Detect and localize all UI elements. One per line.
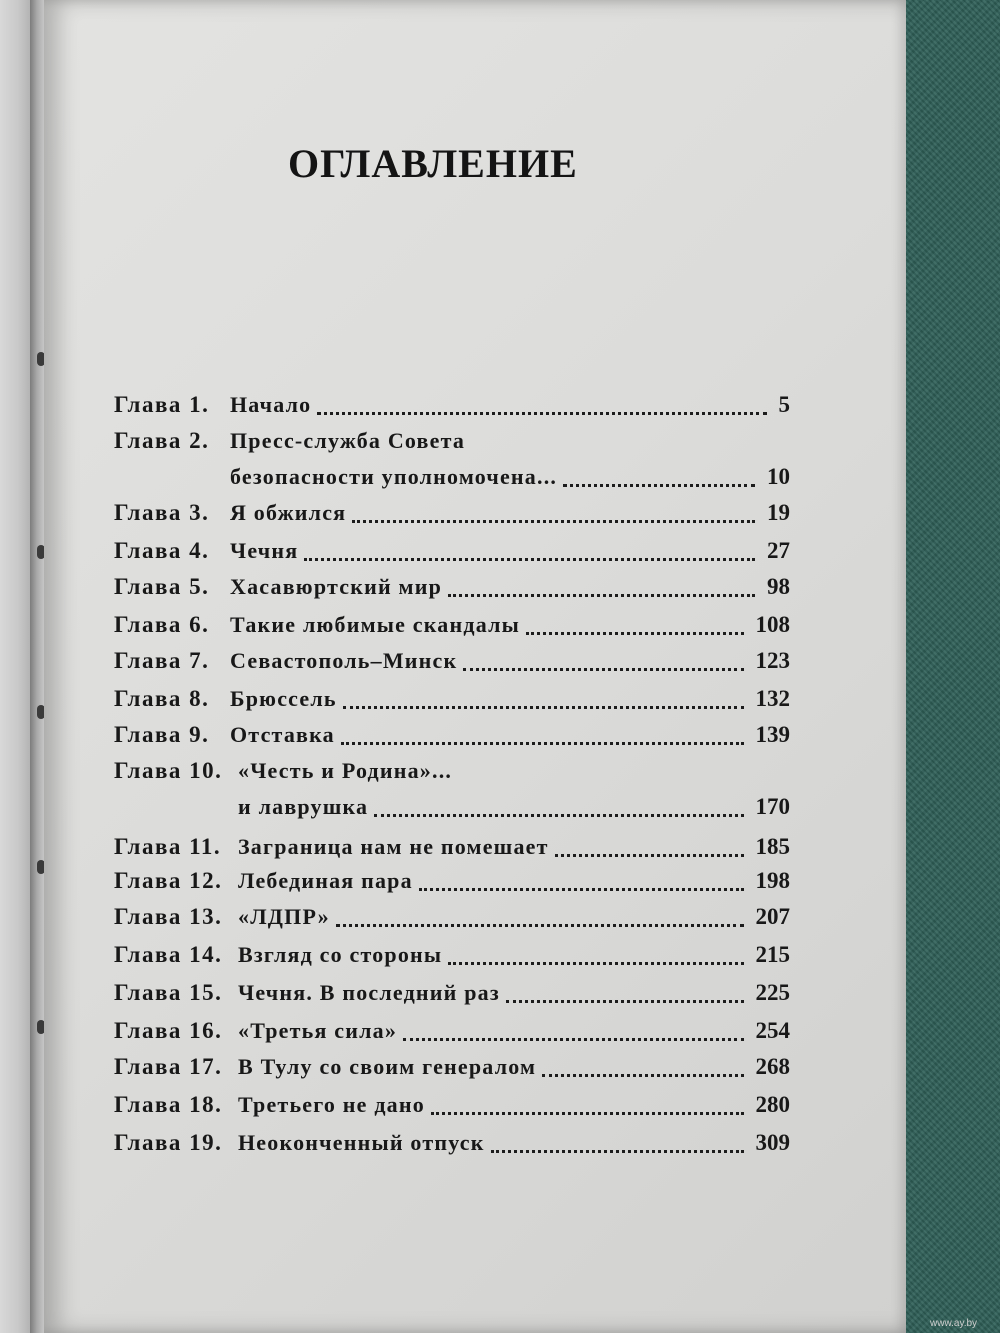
chapter-title: Лебединая пара (238, 868, 413, 893)
chapter-label: Глава 9. (114, 722, 210, 747)
chapter-label: Глава 7. (114, 648, 210, 673)
chapter-label: Глава 8. (114, 686, 210, 711)
dot-leader (448, 962, 743, 965)
chapter-label: Глава 17. (114, 1054, 223, 1079)
chapter-title: Начало (230, 392, 312, 417)
chapter-title: Я обжился (230, 500, 347, 525)
chapter-label: Глава 19. (114, 1130, 223, 1155)
chapter-title-continued: и лаврушка (238, 794, 369, 819)
page-number: 5 (778, 392, 790, 417)
dot-leader (419, 888, 744, 891)
toc-entry (114, 392, 790, 426)
page-number: 108 (755, 612, 790, 637)
dot-leader (317, 412, 766, 415)
dot-leader (506, 1000, 744, 1003)
chapter-title: «Третья сила» (238, 1018, 398, 1043)
chapter-title: Пресс-служба Совета (230, 428, 466, 453)
dot-leader (431, 1112, 744, 1115)
chapter-label: Глава 4. (114, 538, 210, 563)
dot-leader (374, 814, 743, 817)
toc-entry (114, 500, 790, 534)
toc-entry (114, 574, 790, 608)
toc-entry (114, 1018, 790, 1052)
page-number: 123 (755, 648, 790, 673)
toc-entry-continuation (114, 794, 790, 828)
chapter-title: Неоконченный отпуск (238, 1130, 485, 1155)
page-number: 268 (755, 1054, 790, 1079)
dot-leader (403, 1038, 743, 1041)
chapter-title: Отставка (230, 722, 335, 747)
dot-leader (526, 632, 743, 635)
chapter-label: Глава 14. (114, 942, 223, 967)
chapter-label: Глава 13. (114, 904, 223, 929)
page-number: 215 (755, 942, 790, 967)
chapter-title: «ЛДПР» (238, 904, 330, 929)
page-number: 207 (755, 904, 790, 929)
dot-leader (542, 1074, 743, 1077)
page-number: 198 (755, 868, 790, 893)
dot-leader (563, 484, 755, 487)
chapter-label: Глава 11. (114, 834, 222, 859)
dot-leader (463, 668, 743, 671)
chapter-title-continued: безопасности уполномочена... (230, 464, 558, 489)
chapter-label: Глава 18. (114, 1092, 223, 1117)
dot-leader (341, 742, 744, 745)
chapter-title: Такие любимые скандалы (230, 612, 521, 637)
chapter-label: Глава 5. (114, 574, 210, 599)
chapter-title: Взгляд со стороны (238, 942, 443, 967)
chapter-label: Глава 12. (114, 868, 223, 893)
chapter-title: Севастополь–Минск (230, 648, 458, 673)
page-number: 185 (755, 834, 790, 859)
dot-leader (343, 706, 744, 709)
page-number: 225 (755, 980, 790, 1005)
chapter-label: Глава 3. (114, 500, 210, 525)
chapter-label: Глава 1. (114, 392, 210, 417)
page-number: 19 (767, 500, 790, 525)
page-number: 139 (755, 722, 790, 747)
toc-entry (114, 868, 790, 902)
dot-leader (304, 558, 755, 561)
chapter-label: Глава 6. (114, 612, 210, 637)
page-title: ОГЛАВЛЕНИЕ (288, 141, 578, 186)
page-number: 98 (767, 574, 790, 599)
page-number: 27 (767, 538, 790, 563)
toc-entry (114, 648, 790, 682)
toc-entry (114, 686, 790, 720)
toc-entry (114, 904, 790, 938)
toc-entry-continuation (114, 464, 790, 498)
toc-entry (114, 758, 790, 792)
chapter-label: Глава 16. (114, 1018, 223, 1043)
chapter-title: Чечня (230, 538, 299, 563)
chapter-title: «Честь и Родина»... (238, 758, 453, 783)
chapter-label: Глава 15. (114, 980, 223, 1005)
chapter-title: Хасавюртский мир (230, 574, 443, 599)
page-number: 170 (755, 794, 790, 819)
chapter-title: Брюссель (230, 686, 337, 711)
dot-leader (336, 924, 744, 927)
dot-leader (448, 594, 755, 597)
dot-leader (352, 520, 755, 523)
dot-leader (491, 1150, 744, 1153)
page-number: 132 (755, 686, 790, 711)
page-number: 280 (755, 1092, 790, 1117)
toc-entry (114, 980, 790, 1014)
page-number: 10 (767, 464, 790, 489)
chapter-title: Чечня. В последний раз (238, 980, 500, 1005)
dot-leader (555, 854, 744, 857)
page-number: 254 (755, 1018, 790, 1043)
chapter-title: Третьего не дано (238, 1092, 425, 1117)
toc-entry (114, 1130, 790, 1164)
toc-entry (114, 612, 790, 646)
toc-entry (114, 1092, 790, 1126)
toc-entry (114, 942, 790, 976)
chapter-label: Глава 10. (114, 758, 223, 783)
toc-entry (114, 834, 790, 868)
toc-entry (114, 1054, 790, 1088)
page-number: 309 (755, 1130, 790, 1155)
toc-entry (114, 722, 790, 756)
chapter-title: Заграница нам не помешает (238, 834, 549, 859)
toc-entry (114, 538, 790, 572)
chapter-title: В Тулу со своим генералом (238, 1054, 537, 1079)
chapter-label: Глава 2. (114, 428, 210, 453)
watermark: www.ay.by (930, 1318, 978, 1329)
toc-entry (114, 428, 790, 462)
